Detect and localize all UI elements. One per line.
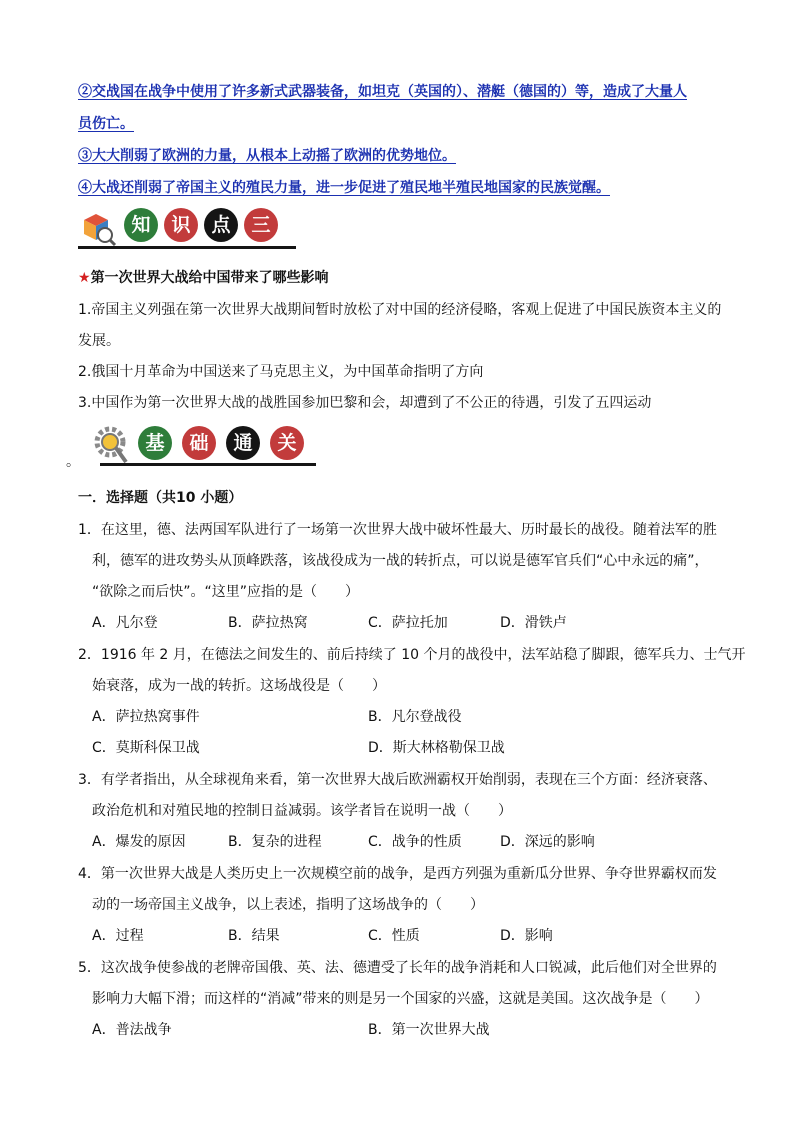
q1-line-2: 利，德军的进攻势头从顶峰跌落，该战役成为一战的转折点，可以说是德军官兵们“心中永远的痛”， — [92, 553, 709, 569]
star-icon: ★ — [78, 270, 91, 286]
q2-option-d[interactable]: D．斯大林格勒保卫战 — [368, 740, 505, 756]
banner-char-3: 点 — [204, 208, 238, 242]
q1-line-1: 1．在这里，德、法两国军队进行了一场第一次世界大战中破坏性最大、历时最长的战役。随着法军的胜 — [78, 522, 717, 538]
q2-option-b[interactable]: B．凡尔登战役 — [368, 709, 462, 725]
banner2-char-2: 础 — [182, 426, 216, 460]
kp3-point-1a: 1.帝国主义列强在第一次世界大战期间暂时放松了对中国的经济侵略，客观上促进了中国民族资本主义的 — [78, 302, 722, 318]
q5-option-b[interactable]: B．第一次世界大战 — [368, 1022, 490, 1038]
q3-option-c[interactable]: C．战争的性质 — [368, 834, 462, 850]
q1-option-c[interactable]: C．萨拉托加 — [368, 615, 448, 631]
banner2-char-4: 关 — [270, 426, 304, 460]
highlight-line-3: ③大大削弱了欧洲的力量，从根本上动摇了欧洲的优势地位。 — [78, 148, 456, 164]
kp3-point-2: 2.俄国十月革命为中国送来了马克思主义，为中国革命指明了方向 — [78, 364, 484, 380]
q3-option-d[interactable]: D．深远的影响 — [500, 834, 595, 850]
q1-option-b[interactable]: B．萨拉热窝 — [228, 615, 308, 631]
banner-underline — [78, 246, 296, 249]
q4-option-c[interactable]: C．性质 — [368, 928, 420, 944]
banner2-trailing-mark: 。 — [66, 454, 80, 470]
kp3-heading: ★第一次世界大战给中国带来了哪些影响 — [78, 270, 329, 286]
section-banner-knowledge-point-3 — [78, 206, 308, 250]
q4-option-b[interactable]: B．结果 — [228, 928, 280, 944]
banner2-char-1: 基 — [138, 426, 172, 460]
q3-line-1: 3．有学者指出，从全球视角来看，第一次世界大战后欧洲霸权开始削弱，表现在三个方面：经济衰落、 — [78, 772, 717, 788]
cube-magnifier-icon — [78, 208, 118, 248]
q5-option-a[interactable]: A．普法战争 — [92, 1022, 172, 1038]
section-title: 一．选择题（共10 小题） — [78, 490, 243, 506]
q3-line-2: 政治危机和对殖民地的控制日益减弱。该学者旨在说明一战（ ） — [92, 803, 512, 819]
q1-option-a[interactable]: A．凡尔登 — [92, 615, 158, 631]
q1-option-d[interactable]: D．滑铁卢 — [500, 615, 567, 631]
highlight-line-2a: ②交战国在战争中使用了许多新式武器装备，如坦克（英国的）、潜艇（德国的）等，造成了大量人 — [78, 84, 687, 100]
kp3-point-1b: 发展。 — [78, 333, 120, 349]
q4-line-2: 动的一场帝国主义战争，以上表述，指明了这场战争的（ ） — [92, 897, 484, 913]
section-banner-basic-practice — [66, 422, 328, 472]
q5-line-2: 影响力大幅下滑；而这样的“消减”带来的则是另一个国家的兴盛，这就是美国。这次战争是（ ） — [92, 991, 709, 1007]
q2-line-2: 始衰落，成为一战的转折。这场战役是（ ） — [92, 678, 386, 694]
banner-char-4: 三 — [244, 208, 278, 242]
banner2-char-3: 通 — [226, 426, 260, 460]
banner-char-2: 识 — [164, 208, 198, 242]
highlight-line-2b: 员伤亡。 — [78, 116, 134, 132]
q5-line-1: 5．这次战争使参战的老牌帝国俄、英、法、德遭受了长年的战争消耗和人口锐减，此后他们对全世界的 — [78, 960, 717, 976]
q2-option-a[interactable]: A．萨拉热窝事件 — [92, 709, 200, 725]
kp3-point-3: 3.中国作为第一次世界大战的战胜国参加巴黎和会，却遭到了不公正的待遇，引发了五四运动 — [78, 395, 652, 411]
q3-option-b[interactable]: B．复杂的进程 — [228, 834, 322, 850]
q3-option-a[interactable]: A．爆发的原因 — [92, 834, 186, 850]
q2-line-1: 2．1916 年 2 月，在德法之间发生的、前后持续了 10 个月的战役中，法军站稳了脚跟，德军兵力、士气开 — [78, 647, 746, 663]
q1-line-3: “欲除之而后快”。“这里”应指的是（ ） — [92, 584, 360, 600]
q2-option-c[interactable]: C．莫斯科保卫战 — [92, 740, 200, 756]
banner2-underline — [100, 463, 316, 466]
q4-option-a[interactable]: A．过程 — [92, 928, 144, 944]
gear-magnifier-icon — [92, 424, 132, 464]
q4-option-d[interactable]: D．影响 — [500, 928, 553, 944]
banner-char-1: 知 — [124, 208, 158, 242]
q4-line-1: 4．第一次世界大战是人类历史上一次规模空前的战争，是西方列强为重新瓜分世界、争夺世界霸权而发 — [78, 866, 717, 882]
highlight-line-4: ④大战还削弱了帝国主义的殖民力量，进一步促进了殖民地半殖民地国家的民族觉醒。 — [78, 180, 610, 196]
